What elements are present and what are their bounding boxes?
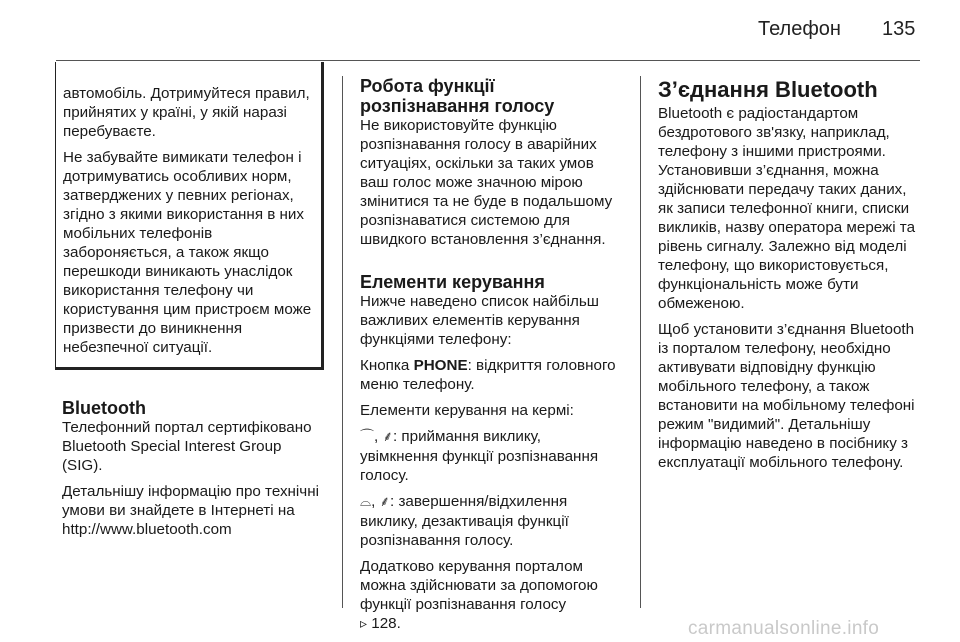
cross-reference-icon: ▹ <box>360 616 368 632</box>
answer-call-paragraph: ⌒, ⸙: приймання виклику, увімкнення функції розпізнавання голосу. <box>360 428 599 484</box>
column-divider-2 <box>640 76 641 608</box>
warning-paragraph-2: Не забувайте вимикати телефон і дотримуватись особливих норм, затверджених у певних регіонах, згідно з якими використання в них мобільних телефонів забороняється, а також якщо перешкоди виникають унаслідок використання телефону чи користування цим пристроєм може призвести до виникнення небезпечної ситуації. <box>63 149 312 356</box>
page-number: 135 <box>882 18 916 40</box>
bluetooth-connection-paragraph-1: Bluetooth є радіостандартом бездротового зв'язку, наприклад, телефону з іншими пристроями. Установивши з’єднання, можна здійснювати передачу таких даних, як записи телефонної книги, списки викликів, назву оператора мережі та рівень сигналу. Залежно від моделі телефону, що використовується, функціональність може бути обмеженою. <box>658 105 916 312</box>
controls-intro: Нижче наведено список найбільш важливих елементів керування функціями телефону: <box>360 293 599 348</box>
bluetooth-paragraph-1: Телефонний портал сертифіковано Bluetooth Special Interest Group (SIG). <box>62 419 312 474</box>
voice-off-icon: ⸙ <box>379 494 391 510</box>
phone-button-label: PHONE <box>413 357 468 374</box>
page-header-title: Телефон <box>758 18 841 40</box>
section-heading-voice-recognition: Робота функції розпізнавання голосу <box>360 76 555 116</box>
bluetooth-connection-paragraph-2: Щоб установити з’єднання Bluetooth із порталом телефону, необхідно активувати відповідну функцію мобільного телефону, а також встановити на мобільному телефоні режим "видимий". Детальнішу інформацію наведено в посібнику з експлуатації мобільного телефону. <box>658 321 915 471</box>
column-3 <box>658 76 924 479</box>
answer-call-text: : приймання виклику, увімкнення функції розпізнавання голосу. <box>360 428 599 484</box>
column-divider-1 <box>342 76 343 608</box>
answer-call-icon: ⌒ <box>360 429 374 445</box>
cross-reference-page: 128. <box>371 615 401 632</box>
phone-button-paragraph <box>360 356 620 394</box>
phone-button-suffix: : відкриття головного меню телефону. <box>360 357 616 393</box>
section-heading-bluetooth: Bluetooth <box>62 398 146 418</box>
voice-recognition-icon: ⸙ <box>382 429 393 445</box>
end-call-paragraph: ⌓, ⸙: завершення/відхилення виклику, дезактивація функції розпізнавання голосу. <box>360 493 569 549</box>
column-2 <box>360 76 620 641</box>
steering-controls-intro: Елементи керування на кермі: <box>360 402 574 419</box>
bluetooth-paragraph-2: Детальнішу інформацію про технічні умови ви знайдете в Інтернеті на http://www.bluetooth.com <box>62 483 319 538</box>
section-heading-bluetooth-connection: З’єднання Bluetooth <box>658 77 878 102</box>
section-heading-controls: Елементи керування <box>360 272 545 292</box>
phone-button-prefix: Кнопка <box>360 357 414 374</box>
warning-paragraph-1: автомобіль. Дотримуйтеся правил, прийнятих у країні, у якій наразі перебуваєте. <box>63 85 310 140</box>
end-call-icon: ⌓ <box>360 494 372 510</box>
voice-control-text: Додатково керування порталом можна здійснювати за допомогою функції розпізнавання голосу <box>360 558 598 613</box>
voice-paragraph: Не використовуйте функцію розпізнавання голосу в аварійних ситуаціях, оскільки за таких умов ваш голос може значною мірою змінитися та не буде в подальшому розпізнаватися системою для швидкого встановлення з’єднання. <box>360 117 613 248</box>
voice-control-paragraph <box>360 557 620 634</box>
header-divider <box>56 60 920 61</box>
column-1 <box>62 76 324 546</box>
end-call-text: : завершення/відхилення виклику, дезактивація функції розпізнавання голосу. <box>360 493 569 549</box>
watermark-logo: carmanualsonline.info <box>688 618 880 639</box>
warning-box <box>55 76 324 370</box>
